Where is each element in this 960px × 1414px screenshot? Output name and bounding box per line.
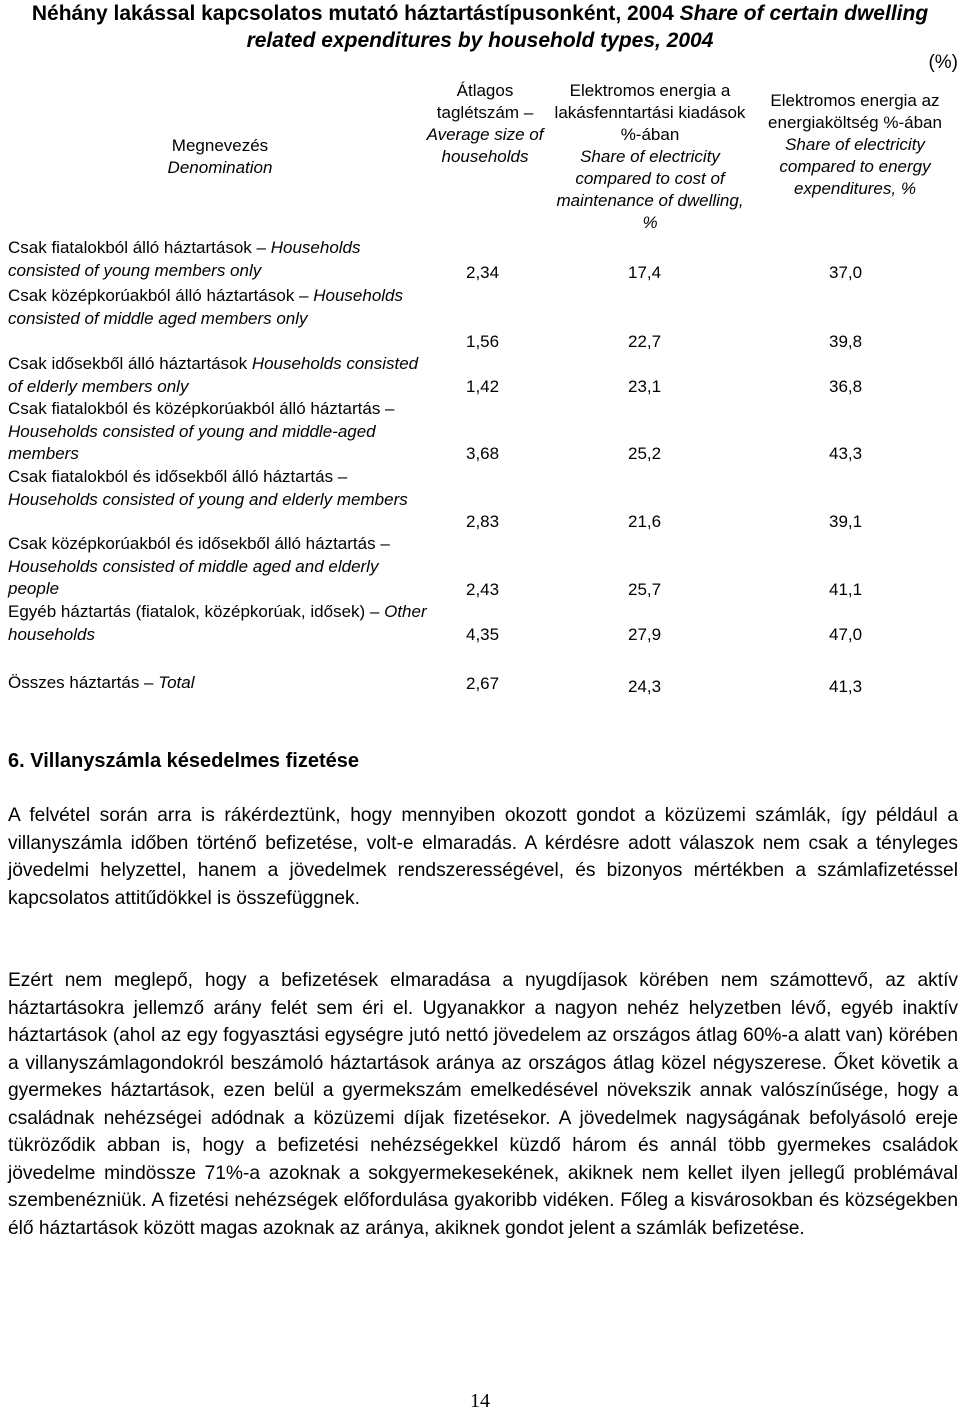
- cell-elec-maint: 23,1: [628, 377, 662, 396]
- cell-elec-energy: 39,8: [829, 332, 863, 351]
- cell-elec-maint: 25,2: [628, 444, 662, 463]
- cell-total-elec-energy: 41,3: [829, 677, 863, 696]
- cell-size: 1,56: [466, 332, 500, 351]
- table-row-label: Csak középkorúakból álló háztartások – Households consisted of middle aged members only: [8, 286, 404, 328]
- cell-elec-maint: 22,7: [628, 332, 662, 351]
- table-row-label: Csak fiatalokból és középkorúakból álló háztartás – Households consisted of young and middle-aged members: [8, 399, 395, 463]
- table-row-label: Csak fiatalokból és idősekből álló háztartás – Households consisted of young and elderly members: [8, 467, 408, 509]
- cell-total-size: 2,67: [466, 674, 500, 693]
- table-row-label: Csak idősekből álló háztartások Households consisted of elderly members only: [8, 354, 419, 396]
- cell-elec-energy: 43,3: [829, 444, 863, 463]
- col-header-elec-maintenance: Elektromos energia a lakásfenntartási kiadások %-ában Share of electricity compared to cost of maintenance of dwelling, %: [554, 81, 746, 232]
- cell-elec-maint: 25,7: [628, 580, 662, 599]
- table-title: [0, 0, 960, 54]
- table-row-label: Csak középkorúakból és idősekből álló háztartás – Households consisted of middle aged and elderly people: [8, 534, 390, 598]
- cell-size: 3,68: [466, 444, 500, 463]
- cell-size: 4,35: [466, 625, 500, 644]
- section-heading: [8, 750, 359, 773]
- cell-elec-maint: 27,9: [628, 625, 662, 644]
- body-paragraph: Ezért nem meglepő, hogy a befizetések elmaradása a nyugdíjasok körében nem számottevő, az aktív háztartásokra jellemző arány felét sem éri el. Ugyanakkor a nagyon nehéz helyzetben lévő, egyéb inaktív háztartások (ahol az egy fogyasztási egységre jutó nettó jövedelem az országos átlag 60%-a alatt van) körében a villanyszámlagondokról beszámoló háztartások aránya az országos átlag közel négyszerese. Őket követik a gyermekes háztartások, ezen belül a gyermekszám emelkedésével növekszik annak valószínűsége, hogy a családnak nehézségei adódnak a közüzemi díjak fizetésekor. A jövedelmek nagyságának befolyásoló ereje tükröződik abban is, hogy a befizetési nehézségekkel küzdő három és annál több gyermekes családok jövedelme mindössze 71%-a azoknak a sokgyermekesekének, akiknek nem kellet ilyen jellegű problémával szembenézniük. A fizetési nehézségek előfordulása gyakoribb vidéken. Főleg a kisvárosokban és községekben élő háztartások között magas azoknak az aránya, akiknek gondot jelent a számlák befizetése.: [8, 970, 958, 1239]
- table-row-label: Egyéb háztartás (fiatalok, középkorúak, idősek) – Other households: [8, 602, 427, 644]
- cell-size: 2,43: [466, 580, 500, 599]
- section-number: 6.: [8, 750, 25, 772]
- cell-size: 2,83: [466, 512, 500, 531]
- unit-label: (%): [928, 52, 958, 73]
- table-title-hu: Néhány lakással kapcsolatos mutató háztartástípusonként, 2004: [31, 2, 674, 25]
- cell-total-elec-maint: 24,3: [628, 677, 662, 696]
- col-header-avg-size: Átlagos taglétszám – Average size of households: [426, 81, 544, 166]
- cell-elec-energy: 36,8: [829, 377, 863, 396]
- cell-elec-energy: 47,0: [829, 625, 863, 644]
- col-header-denomination: Megnevezés Denomination: [167, 136, 273, 177]
- section-title: Villanyszámla késedelmes fizetése: [30, 750, 359, 772]
- cell-size: 1,42: [466, 377, 500, 396]
- col-header-elec-energy: Elektromos energia az energiaköltség %-ában Share of electricity compared to energy expenditures, %: [768, 91, 942, 198]
- table-title-en: Share of certain dwelling related expenditures by household types, 2004: [246, 2, 929, 52]
- table-row-label: Csak fiatalokból álló háztartások – Households consisted of young members only: [8, 238, 361, 280]
- cell-elec-energy: 39,1: [829, 512, 863, 531]
- body-paragraph: A felvétel során arra is rákérdeztünk, hogy mennyiben okozott gondot a közüzemi számlák, így például a villanyszámla időben történő befizetése, volt-e elmaradás. A kérdésre adott válaszok nem csak a tényleges jövedelmi helyzettel, hanem a jövedelmek rendszerességével, és bizonyos mértékben a számlafizetéssel kapcsolatos attitűdökkel is összefüggnek.: [8, 805, 958, 909]
- cell-size: 2,34: [466, 263, 500, 282]
- table-row-total-label: Összes háztartás – Total: [8, 673, 195, 692]
- cell-elec-energy: 37,0: [829, 263, 863, 282]
- cell-elec-maint: 21,6: [628, 512, 662, 531]
- page-number: 14: [470, 1390, 490, 1412]
- cell-elec-maint: 17,4: [628, 263, 662, 282]
- cell-elec-energy: 41,1: [829, 580, 863, 599]
